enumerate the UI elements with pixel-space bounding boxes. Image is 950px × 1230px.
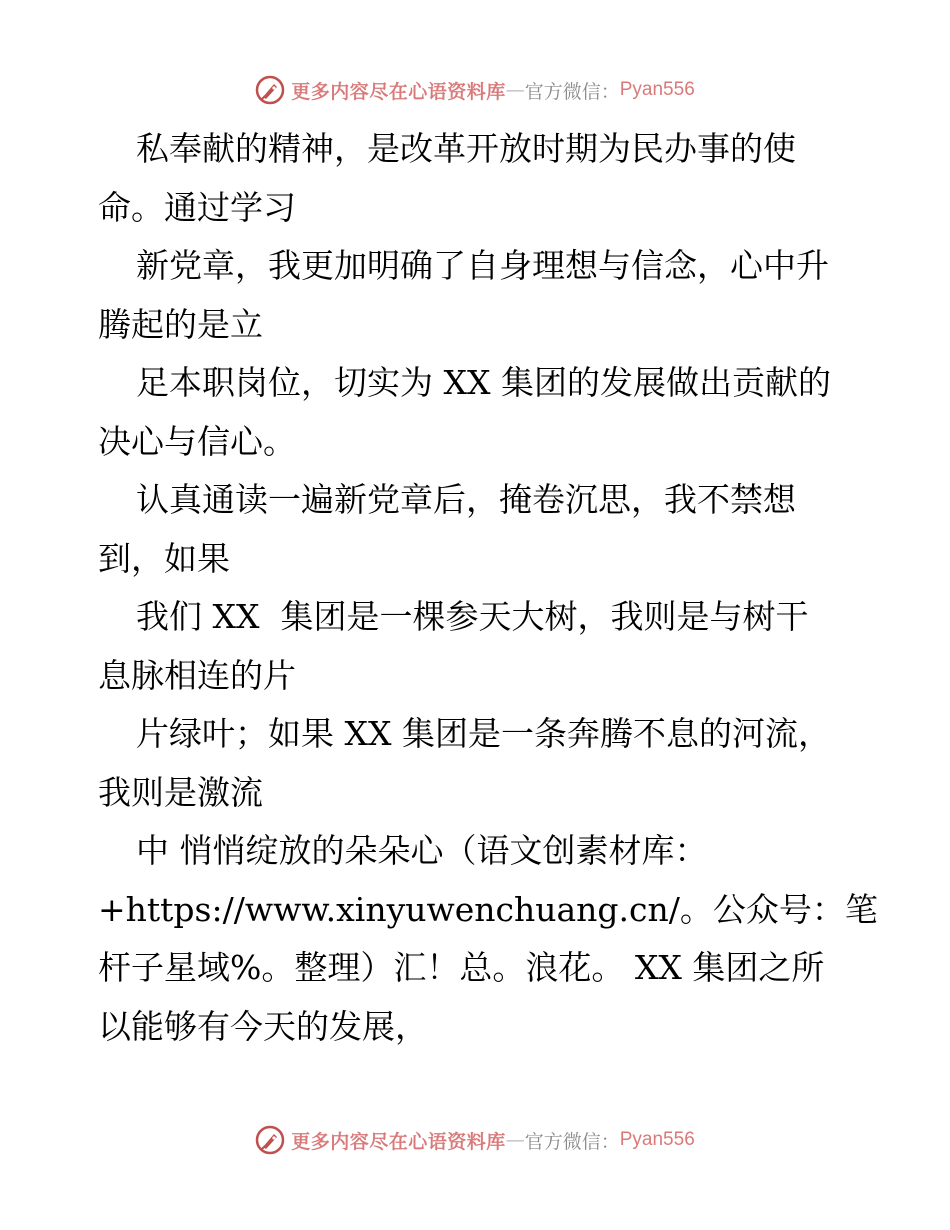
body-line-15: 杆子星域%。整理）汇！总。浪花。 XX 集团之所 — [98, 948, 825, 987]
body-line-16: 以能够有今天的发展， — [98, 1006, 428, 1046]
header-wechat-label: 官方微信： — [524, 80, 620, 103]
header-site-text: 更多内容尽在心语资料库 — [291, 80, 506, 103]
body-line-6: 决心与信心。 — [98, 421, 296, 461]
body-line-4: 腾起的是立 — [98, 304, 263, 344]
body-line-8: 到，如果 — [98, 538, 230, 578]
body-line-10: 息脉相连的片 — [98, 655, 296, 695]
body-line-1: 私奉献的精神，是改革开放时期为民办事的使 — [136, 129, 796, 168]
header-separator: — — [505, 79, 525, 101]
footer-wechat-label: 官方微信： — [524, 1130, 620, 1153]
footer-site-text: 更多内容尽在心语资料库 — [291, 1130, 506, 1153]
header-wechat-id: Pyan556 — [619, 79, 695, 100]
header-banner — [0, 70, 950, 110]
footer-wechat-id: Pyan556 — [619, 1129, 695, 1150]
body-line-7: 认真通读一遍新党章后，掩卷沉思，我不禁想 — [136, 480, 796, 519]
body-line-13: 中 悄悄绽放的朵朵心（语文创素材库： — [136, 831, 708, 870]
body-line-12: 我则是激流 — [98, 772, 263, 812]
body-line-14: +https://www.xinyuwenchuang.cn/。公众号：笔 — [98, 889, 878, 929]
body-line-3: 新党章，我更加明确了自身理想与信念，心中升 — [136, 246, 829, 285]
pen-nib-logo-icon — [255, 75, 285, 105]
footer-separator: — — [505, 1129, 525, 1151]
body-line-11: 片绿叶；如果 XX 集团是一条奔腾不息的河流， — [136, 714, 831, 753]
body-line-9: 我们 XX 集团是一棵参天大树，我则是与树干 — [136, 597, 809, 636]
document-body — [98, 120, 878, 1056]
pen-nib-logo-icon — [255, 1125, 285, 1155]
footer-banner — [0, 1120, 950, 1160]
body-line-2: 命。通过学习 — [98, 187, 296, 227]
body-line-5: 足本职岗位，切实为 XX 集团的发展做出贡献的 — [136, 363, 831, 402]
